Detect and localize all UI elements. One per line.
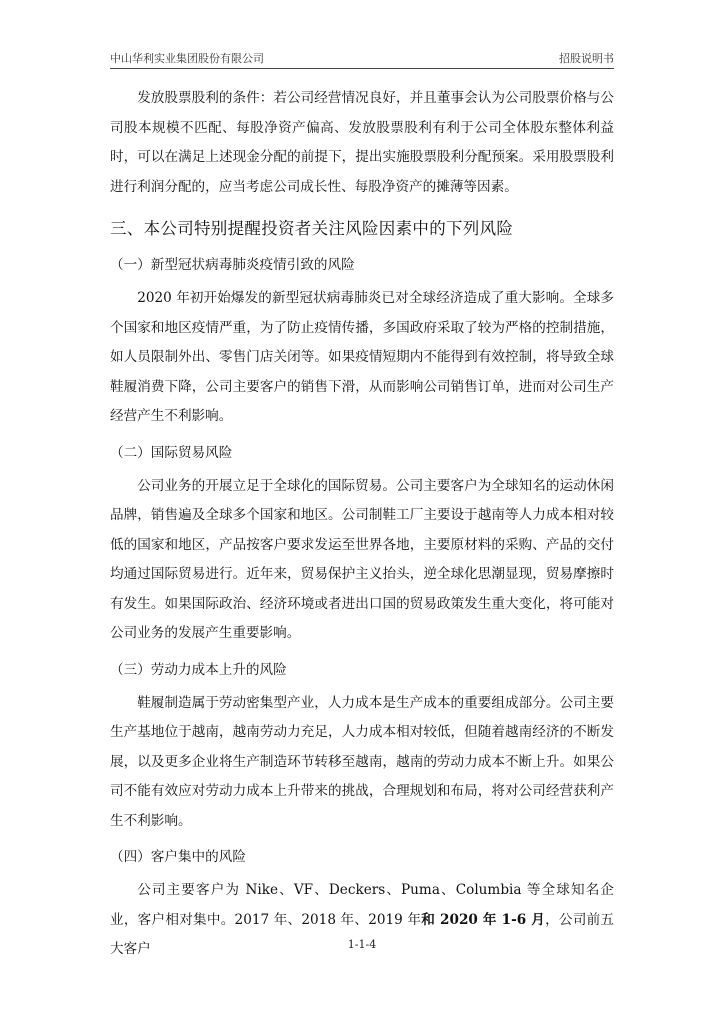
intro-paragraph: 发放股票股利的条件：若公司经营情况良好，并且董事会认为公司股票价格与公司股本规模不匹配、每股净资产偏高、发放股票股利有利于公司全体股东整体利益时，可以在满足上述现金分配的前提下，提出实施股票股利分配预案。采用股票股利进行利润分配的，应当考虑公司成长性、每股净资产的摊薄等因素。 [110,90,614,195]
document-body [110,84,614,965]
risk-heading-customer: （四）客户集中的风险 [110,849,246,865]
header-document-type: 招股说明书 [559,52,614,65]
risk-heading-trade: （二）国际贸易风险 [110,444,233,461]
header-divider [110,68,614,69]
risk-heading-covid: （一）新型冠状病毒肺炎疫情引致的风险 [110,257,355,273]
page-number: 1-1-4 [347,938,377,951]
customer-text-bold: 和 2020 年 1-6 月 [421,911,546,928]
risk-paragraph-labor: 鞋履制造属于劳动密集型产业，人力成本是生产成本的重要组成部分。公司主要生产基地位于越南，越南劳动力充足，人力成本相对较低，但随着越南经济的不断发展，以及更多企业将生产制造环节转移至越南，越南的劳动力成本不断上升。如果公司不能有效应对劳动力成本上升带来的挑战，合理规划和布局，将对公司经营获利产生不利影响。 [110,694,614,829]
risk-paragraph-trade: 公司业务的开展立足于全球化的国际贸易。公司主要客户为全球知名的运动休闲品牌，销售遍及全球多个国家和地区。公司制鞋工厂主要设于越南等人力成本相对较低的国家和地区，产品按客户要求发运至世界各地，主要原材料的采购、产品的交付均通过国际贸易进行。近年来，贸易保护主义抬头，逆全球化思潮显现，贸易摩擦时有发生。如果国际政治、经济环境或者进出口国的贸易政策发生重大变化，将可能对公司业务的发展产生重要影响。 [110,477,614,641]
header-company-name: 中山华利实业集团股份有限公司 [110,52,264,65]
customer-text-start: 公司主要客户为 Nike、VF、Deckers、Puma、Columbia 等全球知名企业，客户相对集中。2017 年、2018 年、2019 年 [110,882,614,928]
customer-text-end: ，公司前五大客户 [110,911,615,957]
section-title: 三、本公司特别提醒投资者关注风险因素中的下列风险 [110,219,514,238]
risk-paragraph-covid: 2020 年初开始爆发的新型冠状病毒肺炎已对全球经济造成了重大影响。全球多个国家和地区疫情严重，为了防止疫情传播，多国政府采取了较为严格的控制措施，如人员限制外出、零售门店关闭等。如果疫情短期内不能得到有效控制，将导致全球鞋履消费下降，公司主要客户的销售下滑，从而影响公司销售订单，进而对公司生产经营产生不利影响。 [110,290,614,424]
page-header [110,50,614,68]
risk-heading-labor: （三）劳动力成本上升的风险 [110,661,287,678]
risk-paragraph-customer [110,876,614,965]
